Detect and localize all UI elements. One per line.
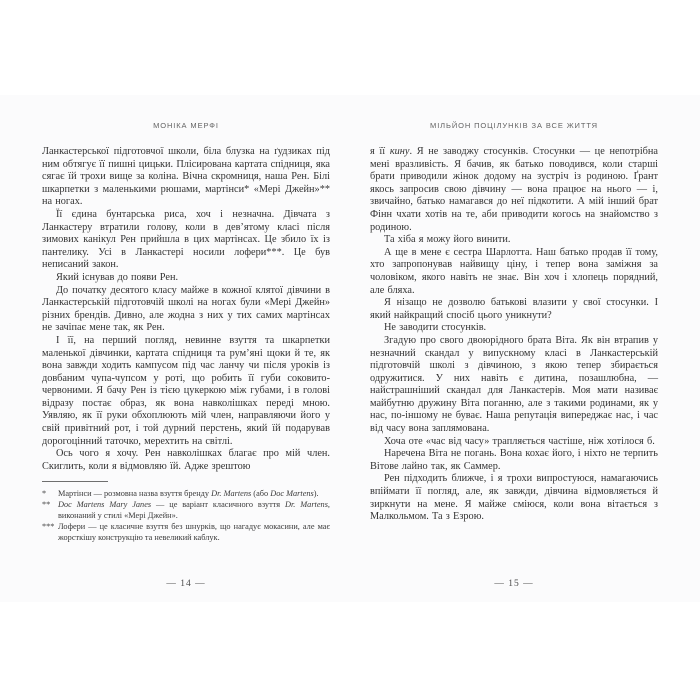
paragraph: Хоча оте «час від часу» трапляється частіше, ніж хотілося б. [384,435,655,447]
footnote [42,521,330,543]
page-right-body [370,146,658,524]
paragraph: Я нізащо не дозволю батькові влазити у свої стосунки. І який найкращий спосіб цього уникнути? [370,297,658,321]
paragraph: Який існував до появи Рен. [56,271,179,283]
footnote-marker: * [42,489,47,499]
paragraph: Ось чого я хочу. Рен навколішках благає про мій член. Скиглить, коли я відмовляю їй. Адже зрештою [42,448,330,472]
paragraph: Рен підходить ближче, і я трохи випростуюся, намагаючись впіймати її погляд, але, як завжди, дівчина відмовляється й зиркнути на мене. Я майже сміюся, коли вона вітається з Малкольмом. Та з Езрою. [370,473,658,523]
footnotes-section [42,481,330,543]
footnote-text: Doc Martens Mary Janes — це варіант класичного взуття Dr. Martens, виконаний у стилі «Мері Джейн». [58,500,330,521]
footnote-text: Мартінси — розмовна назва взуття бренду Dr. Martens (або Doc Martens). [58,489,319,499]
footnote-text: Лофери — це класичне взуття без шнурків, що нагадує мокасини, але має жорсткішу конструкцію та невеликий каблук. [58,522,330,543]
running-header-title: МІЛЬЙОН ПОЦІЛУНКІВ ЗА ВСЕ ЖИТТЯ [430,121,598,130]
paragraph: І її, на перший погляд, невинне взуття та шкарпетки маленької дівчинки, картата спідниця та рум’яні щоки й те, як вона завжди ходить кампусом під час ланчу чи після уроків із довбаним чупа-чупсом у роті, що робить її губи соковито-червоними. Я бачу Рен із тією цукеркою між губами, і в голові відразу постає образ, як вона навколішках переді мною. Уявляю, як її руки обхоплюють мій член, направляючи його у свій привітний рот, і той дурний перстень, який їй подарував дорогоцінний таточко, мерехтить на світлі. [42,334,330,447]
footnote-divider [42,481,108,482]
running-header-author: МОНІКА МЕРФІ [153,121,219,130]
footnote-marker: *** [42,522,55,532]
paragraph: Наречена Віта не погань. Вона кохає його, і ніхто не терпить Вітове лайно так, як Саммер. [370,448,658,472]
page-left-body [42,146,330,473]
paragraph: Ланкастерської підготовчої школи, біла блузка на ґудзиках під ним обтягує її пишні цицьки. Плісирована картата спідниця, яка сягає їй трохи вище за коліна. Вічна скромниця, наша Рен. Білі шкарпетки з маленькими рюшами, мартінси* «Мері Джейн»** на ногах. [42,146,330,208]
footnote-marker: ** [42,500,51,510]
page-left [0,95,350,602]
paragraph: Та хіба я можу його винити. [384,234,511,246]
paragraph: До початку десятого класу майже в кожної клятої дівчини в Ланкастерській підготовчій школі на ногах були «Мері Джейн» різних брендів. Дивно, але жодна з них у тих самих мартінсах не зачіпає мене так, як Рен. [42,284,330,334]
paragraph: Згадую про свого двоюрідного брата Віта. Як він втрапив у незначний скандал у випускному класі в Ланкастерській підготовчій школі з дівчиною, з якою тепер збирається одружитися. У них навіть є дитина, позашлюбна, — найстрашніший скандал для Ланкастерів. Моя мати називає майбутню дружину Віта поганню, але з такими родинами, як у нас, по-іншому не буває. Наша репутація випереджає нас, і час від часу вона заплямована. [370,334,658,435]
page-right [350,95,700,602]
book-spread [0,95,700,602]
page-number-left: — 14 — [166,579,206,589]
paragraph: я її кину. Я не заводжу стосунків. Стосунки — це непотрібна мені вразливість. Я бачив, як батько поводився, коли старші брати приводили жінок додому на зустріч із родиною. Ґрант якось запросив свою дівчину — вона працює на нього — і, звичайно, батько намагався до неї підкотити. А мій інший брат Фінн чхати хотів на те, аби приводити когось на знайомство з родиною. [370,146,658,233]
footnote [42,488,330,499]
paragraph: Не заводити стосунків. [384,322,487,334]
paragraph: А ще в мене є сестра Шарлотта. Наш батько продав її тому, хто запропонував найвищу ціну, і тепер вона заміжня за чоловіком, якого навіть не знає. Він хоч і хлопець порядний, але бляха. [370,246,658,296]
footnote [42,499,330,521]
page-number-right: — 15 — [494,579,534,589]
paragraph: Її єдина бунтарська риса, хоч і незначна. Дівчата з Ланкастеру втратили голову, коли в дев’ятому класі після зимових канікул Рен прийшла в цих мартінсах. Це збило їх із пантелику. Усі в Ланкастері носили лофери***. Це був неписаний закон. [42,208,330,271]
